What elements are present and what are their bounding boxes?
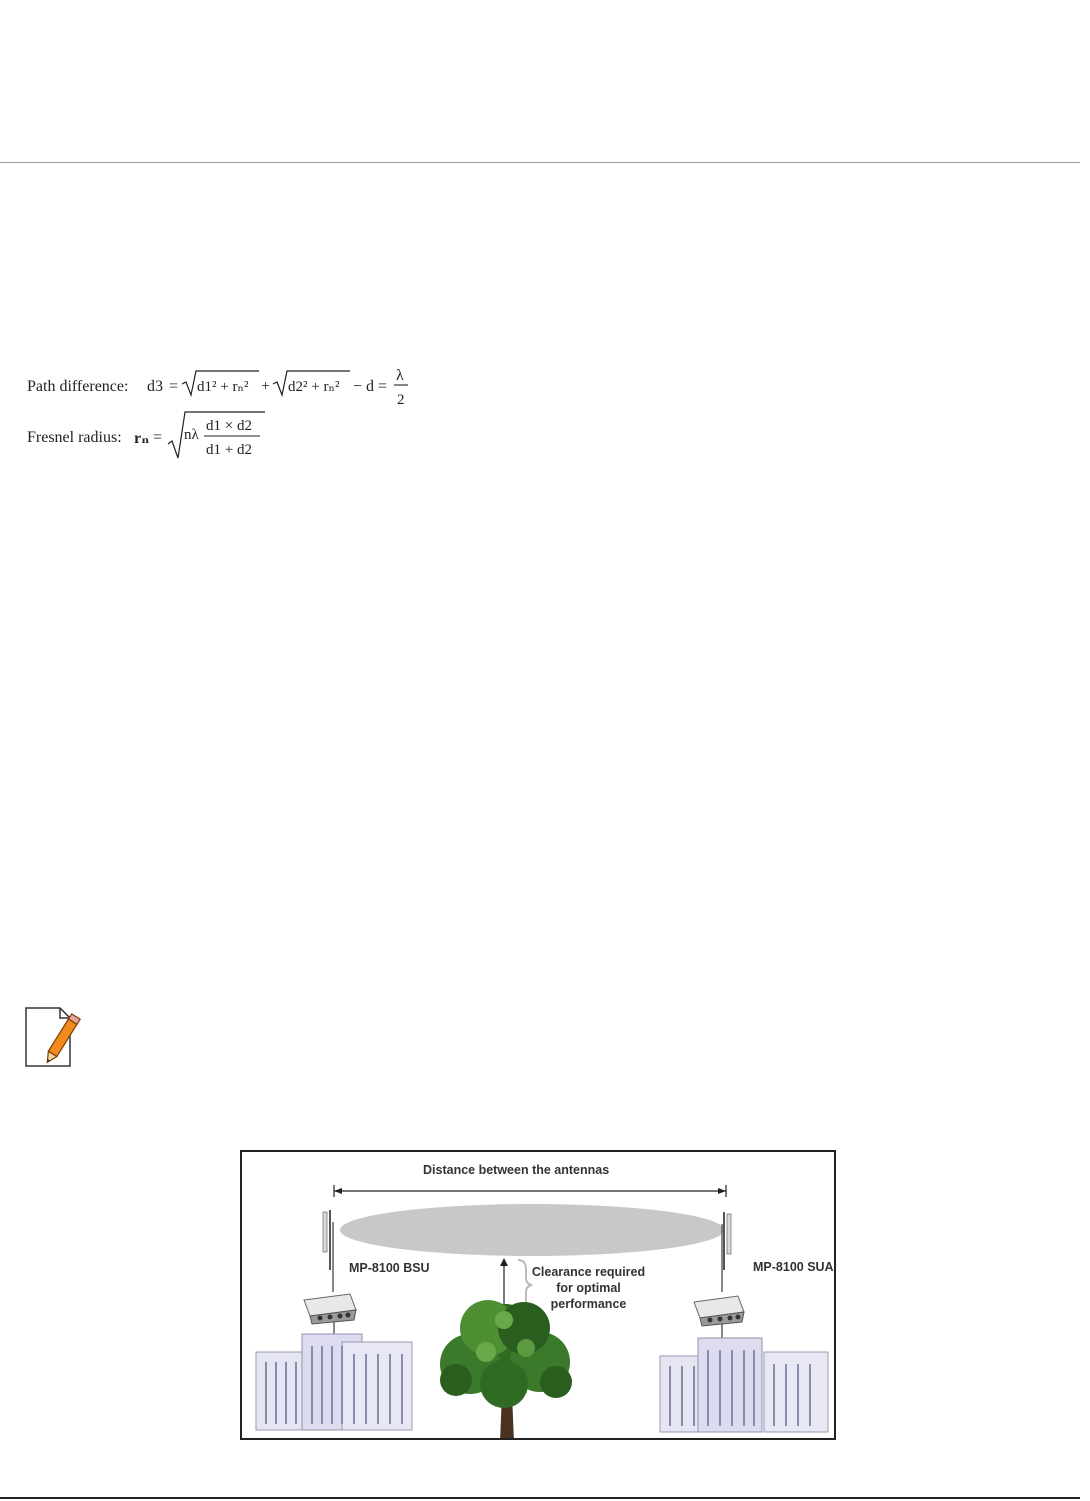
path-difference-plus: + [261, 378, 271, 395]
path-difference-eq: = [169, 378, 179, 395]
right-buildings [660, 1338, 828, 1432]
fresnel-zone-ellipse [340, 1204, 724, 1256]
header-rule [0, 162, 1080, 163]
fresnel-radius-coef: nλ [184, 427, 199, 443]
fresnel-radius-label: Fresnel radius: [27, 429, 122, 446]
tree-illustration [440, 1300, 572, 1440]
fresnel-radius-frac-den: d1 + d2 [206, 442, 252, 458]
fresnel-radius-eq: = [153, 429, 163, 446]
clearance-line-3: performance [550, 1297, 627, 1311]
path-difference-label: Path difference: [27, 378, 129, 395]
path-difference-lhs: d3 [147, 378, 163, 395]
fresnel-formulas [27, 362, 447, 472]
path-difference-minus: − d = [353, 378, 388, 395]
left-antenna [323, 1210, 333, 1292]
footer-rule [0, 1497, 1080, 1499]
clearance-label [501, 1264, 676, 1312]
fresnel-radius-lhs: rₙ [134, 430, 150, 447]
path-difference-sqrt1: d1² + rₙ² [197, 379, 249, 395]
left-buildings [256, 1334, 412, 1430]
right-radio-unit [694, 1296, 744, 1342]
right-unit-label: MP-8100 SUA [753, 1260, 834, 1274]
clearance-line-1: Clearance required [531, 1265, 646, 1279]
path-difference-frac-num: λ [396, 367, 404, 384]
right-antenna [722, 1212, 731, 1292]
fresnel-radius-frac-num: d1 × d2 [206, 418, 252, 434]
left-unit-label: MP-8100 BSU [349, 1261, 430, 1275]
pencil-note-icon [22, 1004, 82, 1072]
path-difference-sqrt2: d2² + rₙ² [288, 379, 340, 395]
path-difference-frac-den: 2 [397, 392, 405, 408]
clearance-line-2: for optimal [556, 1281, 621, 1295]
left-radio-unit [304, 1294, 356, 1338]
distance-label: Distance between the antennas [423, 1163, 610, 1177]
